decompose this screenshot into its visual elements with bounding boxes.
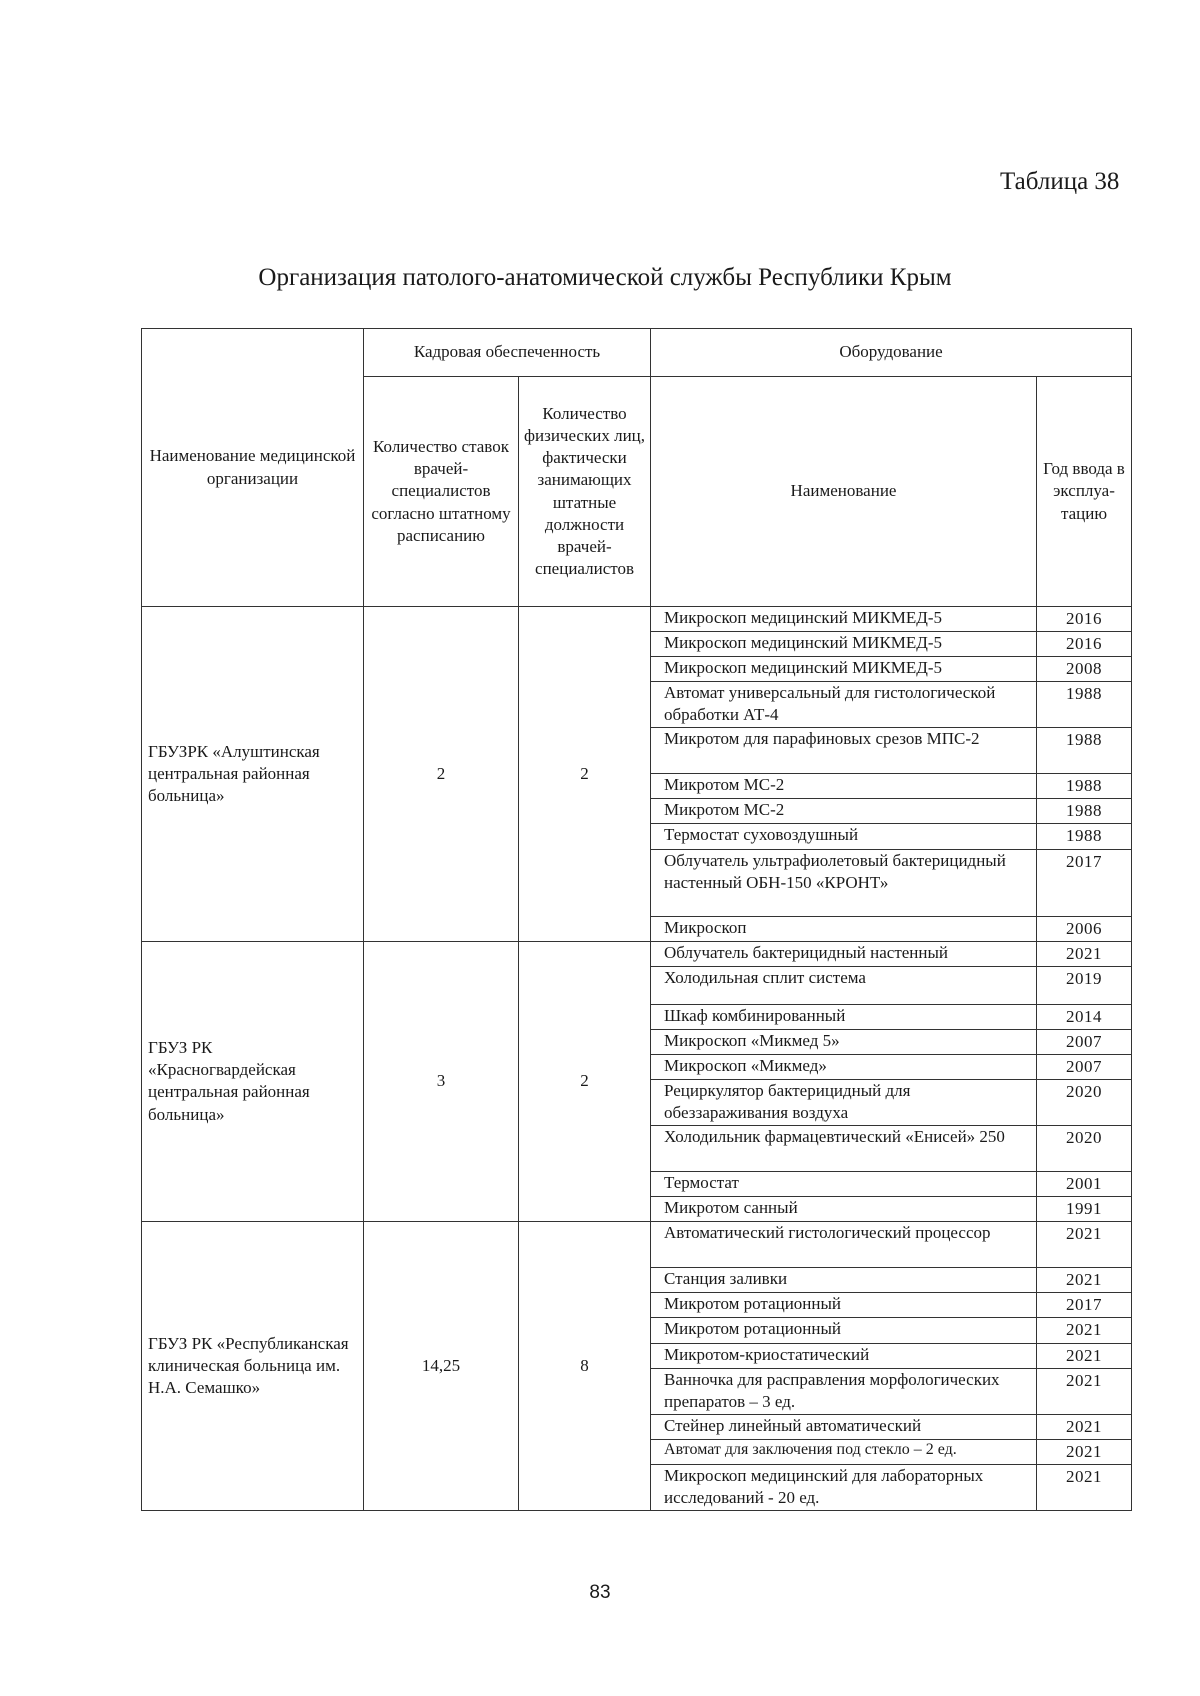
equipment-year: 2017 [1037,1293,1132,1318]
table-row [142,1222,1132,1268]
equipment-year: 1988 [1037,728,1132,774]
equipment-year: 1988 [1037,682,1132,728]
header-org: Наименование медицинской организации [142,329,364,607]
page-title: Организация патолого-анатомической службы Республики Крым [258,264,952,291]
equipment-name: Микротом МС-2 [651,799,1037,824]
equipment-year: 1988 [1037,774,1132,799]
equipment-name: Микротом санный [651,1197,1037,1222]
equipment-name: Рециркулятор бактерицидный для обеззараживания воздуха [651,1080,1037,1126]
equipment-year: 2008 [1037,657,1132,682]
equipment-year: 2006 [1037,916,1132,941]
equipment-year: 2021 [1037,1343,1132,1368]
equipment-name: Микроскоп медицинский для лабораторных исследований - 20 ед. [651,1464,1037,1510]
equipment-name: Микротом ротационный [651,1318,1037,1343]
equipment-year: 2007 [1037,1054,1132,1079]
equipment-year: 2016 [1037,607,1132,632]
equipment-name: Автоматический гистологический процессор [651,1222,1037,1268]
equipment-name: Микротом для парафиновых срезов МПС-2 [651,728,1037,774]
equipment-name: Холодильная сплит система [651,966,1037,1004]
staff-persons-value: 2 [519,941,651,1222]
equipment-year: 2021 [1037,1268,1132,1293]
equipment-name: Микроскоп медицинский МИКМЕД-5 [651,657,1037,682]
org-name: ГБУЗ РК «Республиканская клиническая больница им. Н.А. Семашко» [142,1222,364,1511]
equipment-year: 1991 [1037,1197,1132,1222]
equipment-year: 2001 [1037,1172,1132,1197]
equipment-name: Термостат [651,1172,1037,1197]
org-name: ГБУЗ РК «Красногвардейская центральная районная больница» [142,941,364,1222]
equipment-name: Микротом-криостатический [651,1343,1037,1368]
staff-positions-value: 2 [364,607,519,942]
equipment-name: Микроскоп «Микмед» [651,1054,1037,1079]
equipment-name: Шкаф комбинированный [651,1004,1037,1029]
table-row [142,941,1132,966]
table-row [142,607,1132,632]
equipment-table [141,328,1132,1511]
equipment-year: 2017 [1037,849,1132,916]
equipment-name: Термостат суховоздушный [651,824,1037,849]
equipment-name: Автомат универсальный для гистологической обработки АТ-4 [651,682,1037,728]
equipment-year: 2021 [1037,1464,1132,1510]
equipment-name: Облучатель ультрафиолетовый бактерицидный настенный ОБН-150 «КРОНТ» [651,849,1037,916]
page-number: 83 [589,1582,611,1603]
header-staff-group: Кадровая обеспеченность [364,329,651,377]
equipment-name: Микротом ротационный [651,1293,1037,1318]
staff-positions-value: 14,25 [364,1222,519,1511]
equipment-name: Ванночка для расправления морфологических препаратов – 3 ед. [651,1368,1037,1414]
equipment-year: 2019 [1037,966,1132,1004]
equipment-year: 2007 [1037,1029,1132,1054]
equipment-year: 1988 [1037,799,1132,824]
equipment-name: Микроскоп медицинский МИКМЕД-5 [651,607,1037,632]
org-name: ГБУЗРК «Алуштинская центральная районная больница» [142,607,364,942]
staff-persons-value: 2 [519,607,651,942]
equipment-year: 2021 [1037,941,1132,966]
equipment-year: 2021 [1037,1318,1132,1343]
equipment-name: Микротом МС-2 [651,774,1037,799]
equipment-year: 2021 [1037,1222,1132,1268]
equipment-name: Микроскоп «Микмед 5» [651,1029,1037,1054]
equipment-name: Станция заливки [651,1268,1037,1293]
equipment-name: Холодильник фармацевтический «Енисей» 250 [651,1126,1037,1172]
equipment-year: 1988 [1037,824,1132,849]
equipment-year: 2021 [1037,1414,1132,1439]
equipment-name: Микроскоп [651,916,1037,941]
equipment-name: Автомат для заключения под стекло – 2 ед. [651,1439,1037,1464]
table-number-label: Таблица 38 [1000,168,1120,195]
equipment-year: 2016 [1037,632,1132,657]
equipment-year: 2014 [1037,1004,1132,1029]
equipment-name: Стейнер линейный автоматический [651,1414,1037,1439]
header-staff-positions: Количество ставок врачей-специалистов согласно штатному расписанию [364,377,519,607]
header-staff-persons: Количество физических лиц, фактически занимающих штатные должности врачей-специалистов [519,377,651,607]
header-equipment-group: Оборудование [651,329,1132,377]
equipment-year: 2020 [1037,1080,1132,1126]
equipment-year: 2021 [1037,1439,1132,1464]
header-equipment-year: Год ввода в эксплуа-тацию [1037,377,1132,607]
staff-persons-value: 8 [519,1222,651,1511]
equipment-year: 2020 [1037,1126,1132,1172]
equipment-name: Микроскоп медицинский МИКМЕД-5 [651,632,1037,657]
staff-positions-value: 3 [364,941,519,1222]
header-equipment-name: Наименование [651,377,1037,607]
equipment-name: Облучатель бактерицидный настенный [651,941,1037,966]
equipment-year: 2021 [1037,1368,1132,1414]
